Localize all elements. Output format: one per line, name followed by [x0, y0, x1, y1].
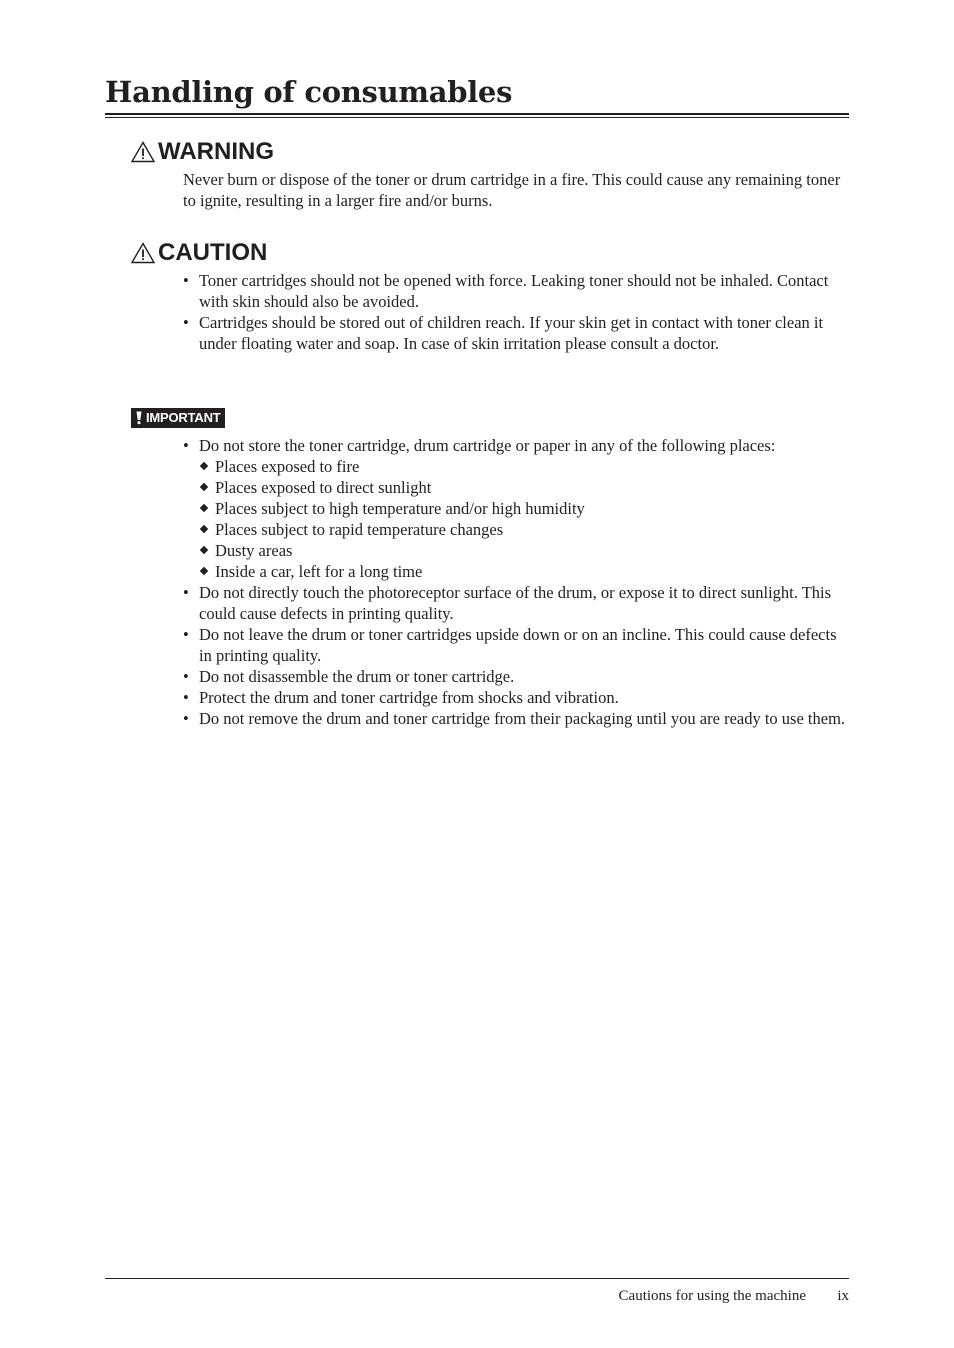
bullet-icon: •: [183, 667, 189, 686]
exclamation-icon: [135, 411, 143, 425]
important-item-text: Protect the drum and toner cartridge from shocks and vibration.: [199, 688, 619, 707]
title-rule: [105, 113, 849, 115]
important-item-text: Do not leave the drum or toner cartridges upside down or on an incline. This could cause defects in printing quality.: [199, 625, 837, 665]
bullet-icon: •: [183, 271, 189, 290]
warning-triangle-icon: [131, 141, 155, 163]
diamond-bullet-icon: [200, 567, 208, 575]
important-badge: [131, 408, 225, 428]
list-item: [183, 708, 853, 729]
caution-heading: [131, 239, 267, 267]
list-item: [183, 582, 853, 624]
caution-list: [183, 270, 853, 354]
list-item: [183, 312, 853, 354]
diamond-bullet-icon: [200, 483, 208, 491]
important-label: IMPORTANT: [146, 410, 221, 425]
list-item: [183, 624, 853, 666]
important-item-text: Do not directly touch the photoreceptor surface of the drum, or expose it to direct sunlight. This could cause defects in printing quality.: [199, 583, 832, 623]
footer-section-title: Cautions for using the machine: [618, 1288, 806, 1304]
list-item: [183, 666, 853, 687]
list-item: [183, 687, 853, 708]
list-item: [183, 435, 853, 582]
diamond-bullet-icon: [200, 504, 208, 512]
important-item-text: Do not store the toner cartridge, drum cartridge or paper in any of the following places:: [199, 436, 776, 455]
warning-text: Never burn or dispose of the toner or drum cartridge in a fire. This could cause any remaining toner to ignite, resulting in a larger fire and/or burns.: [183, 170, 841, 210]
diamond-bullet-icon: [200, 546, 208, 554]
page-number: ix: [837, 1288, 849, 1304]
list-item: [199, 477, 853, 498]
page-title: Handling of consumables: [105, 75, 513, 109]
place-item-text: Places subject to high temperature and/or high humidity: [215, 499, 585, 518]
place-item-text: Places exposed to fire: [215, 457, 360, 476]
bullet-icon: •: [183, 688, 189, 707]
important-item-text: Do not remove the drum and toner cartridge from their packaging until you are ready to use them.: [199, 709, 846, 728]
list-item: [183, 270, 853, 312]
diamond-bullet-icon: [200, 462, 208, 470]
place-item-text: Inside a car, left for a long time: [215, 562, 423, 581]
warning-label: WARNING: [158, 138, 274, 165]
places-list: [199, 456, 853, 582]
place-item-text: Dusty areas: [215, 541, 293, 560]
bullet-icon: •: [183, 709, 189, 728]
list-item: [199, 456, 853, 477]
caution-item-text: Toner cartridges should not be opened with force. Leaking toner should not be inhaled. Contact with skin should also be avoided.: [199, 271, 829, 311]
caution-label: CAUTION: [158, 239, 268, 266]
place-item-text: Places subject to rapid temperature changes: [215, 520, 504, 539]
important-list: [183, 435, 853, 729]
list-item: [199, 561, 853, 582]
list-item: [199, 540, 853, 561]
caution-item-text: Cartridges should be stored out of children reach. If your skin get in contact with toner clean it under floating water and soap. In case of skin irritation please consult a doctor.: [199, 313, 824, 353]
important-item-text: Do not disassemble the drum or toner cartridge.: [199, 667, 515, 686]
bullet-icon: •: [183, 313, 189, 332]
title-rule-thin: [105, 117, 849, 118]
warning-heading: [131, 138, 274, 166]
list-item: [199, 498, 853, 519]
diamond-bullet-icon: [200, 525, 208, 533]
bullet-icon: •: [183, 583, 189, 602]
place-item-text: Places exposed to direct sunlight: [215, 478, 432, 497]
footer-rule: [105, 1278, 849, 1279]
bullet-icon: •: [183, 436, 189, 455]
list-item: [199, 519, 853, 540]
bullet-icon: •: [183, 625, 189, 644]
warning-triangle-icon: [131, 242, 155, 264]
